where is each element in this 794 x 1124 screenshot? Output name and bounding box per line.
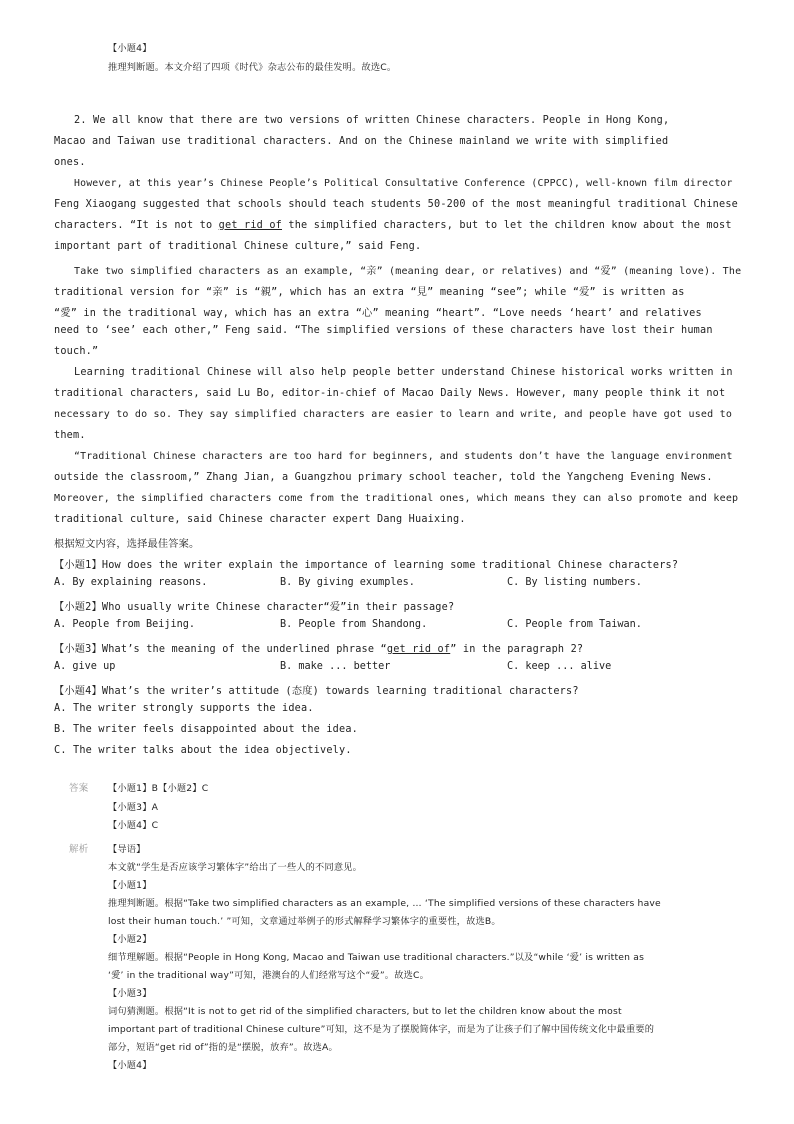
analysis-line: important part of traditional Chinese culture”可知，这不是为了摆脱简体字，而是为了让孩子们了解中国传统文化中最重要的 (108, 1024, 655, 1035)
option-3a: A. give up (54, 661, 116, 672)
passage-line: Take two simplified characters as an example, “亲” (meaning dear, or relatives) and “爱” (meaning love). The (74, 266, 742, 277)
option-4a: A. The writer strongly supports the idea. (54, 703, 314, 714)
passage-line: them. (54, 430, 86, 441)
question-stem-1: 【小题1】How does the writer explain the importance of learning some traditional Chinese characters? (54, 560, 679, 571)
answer-label: 答案 (69, 783, 89, 794)
passage-text: characters. “It is not to (54, 220, 219, 231)
passage-line: “愛” in the traditional way, which has an extra “心” meaning “heart”. “Love needs ‘heart’ and relatives (54, 308, 702, 319)
passage-line: outside the classroom,” Zhang Jian, a Guangzhou primary school teacher, told the Yangcheng Evening News. (54, 472, 713, 483)
analysis-line: 【小题4】 (108, 1060, 152, 1071)
option-3c: C. keep ... alive (507, 661, 612, 672)
analysis-line: 【小题1】 (108, 880, 152, 891)
top-question-label: 【小题4】 (108, 43, 152, 54)
passage-line: Learning traditional Chinese will also help people better understand Chinese historical works written in (74, 367, 733, 378)
question-stem-2: 【小题2】Who usually write Chinese character“爱”in their passage? (54, 602, 455, 613)
answer-line: 【小题3】A (108, 802, 159, 813)
passage-line: ones. (54, 157, 86, 168)
passage-line: However, at this year’s Chinese People’s Political Consultative Conference (CPPCC), well-known film director (74, 178, 733, 189)
analysis-line: 细节理解题。根据“People in Hong Kong, Macao and Taiwan use traditional characters.”以及“while ‘爱’ is written as (108, 952, 645, 963)
question-stem-4: 【小题4】What’s the writer’s attitude (态度) towards learning traditional characters? (54, 686, 579, 697)
analysis-line: 本文就“学生是否应该学习繁体字”给出了一些人的不同意见。 (108, 862, 362, 873)
instruction: 根据短文内容，选择最佳答案。 (54, 539, 200, 550)
analysis-line: ‘愛’ in the traditional way”可知，港澳台的人们经常写这个“爱”。故选C。 (108, 970, 429, 981)
passage-line: traditional characters, said Lu Bo, editor-in-chief of Macao Daily News. However, many people think it not (54, 388, 726, 399)
stem-text: ” in the paragraph 2? (450, 644, 584, 655)
option-2c: C. People from Taiwan. (507, 619, 642, 630)
passage-line: necessary to do so. They say simplified characters are easier to learn and write, and people have got used to (54, 409, 733, 420)
option-4b: B. The writer feels disappointed about the idea. (54, 724, 359, 735)
passage-line: traditional culture, said Chinese character expert Dang Huaixing. (54, 514, 466, 525)
analysis-line: lost their human touch.’ ”可知，文章通过举例子的形式解释学习繁体字的重要性，故选B。 (108, 916, 501, 927)
analysis-line: 词句猜测题。根据“It is not to get rid of the simplified characters, but to let the children know about the most (108, 1006, 622, 1017)
option-1b: B. By giving exumples. (280, 577, 415, 588)
passage-line: Moreover, the simplified characters come from the traditional ones, which means they can also promote and keep (54, 493, 739, 504)
passage-line: important part of traditional Chinese culture,” said Feng. (54, 241, 422, 252)
analysis-line: 推理判断题。根据“Take two simplified characters as an example, … ‘The simplified versions of these characters have (108, 898, 661, 909)
passage-line: Feng Xiaogang suggested that schools should teach students 50-200 of the most meaningful traditional Chinese (54, 199, 739, 210)
passage-line: “Traditional Chinese characters are too hard for beginners, and students don’t have the language environment (74, 451, 733, 462)
option-1c: C. By listing numbers. (507, 577, 642, 588)
option-4c: C. The writer talks about the idea objectively. (54, 745, 352, 756)
option-2b: B. People from Shandong. (280, 619, 428, 630)
passage-line: Macao and Taiwan use traditional characters. And on the Chinese mainland we write with simplified (54, 136, 669, 147)
passage-line: 2. We all know that there are two versions of written Chinese characters. People in Hong Kong, (74, 115, 670, 126)
option-3b: B. make ... better (280, 661, 391, 672)
underlined-phrase: get rid of (218, 220, 283, 231)
option-2a: A. People from Beijing. (54, 619, 196, 630)
answer-line: 【小题1】B【小题2】C (108, 783, 209, 794)
analysis-line: 部分，短语“get rid of”指的是“摆脱，放弃”。故选A。 (108, 1042, 338, 1053)
question-stem-3 (54, 640, 583, 655)
analysis-label: 解析 (69, 844, 89, 855)
analysis-line: 【导语】 (108, 844, 146, 855)
option-1a: A. By explaining reasons. (54, 577, 208, 588)
top-explanation: 推理判断题。本文介绍了四项《时代》杂志公布的最佳发明。故选C。 (108, 62, 397, 73)
analysis-line: 【小题3】 (108, 988, 152, 999)
passage-line: traditional version for “亲” is “親”, which has an extra “見” meaning “see”; while “爱” is written as (54, 287, 685, 298)
stem-text: 【小题3】What’s the meaning of the underlined phrase “ (54, 644, 387, 655)
passage-line (54, 220, 732, 231)
underlined-phrase: get rid of (386, 644, 451, 655)
passage-line: need to ‘see’ each other,” Feng said. “The simplified versions of these characters have lost their human (54, 325, 713, 336)
passage-line: touch.” (54, 346, 99, 357)
analysis-line: 【小题2】 (108, 934, 152, 945)
answer-line: 【小题4】C (108, 820, 159, 831)
passage-text: the simplified characters, but to let the children know about the most (288, 220, 732, 231)
